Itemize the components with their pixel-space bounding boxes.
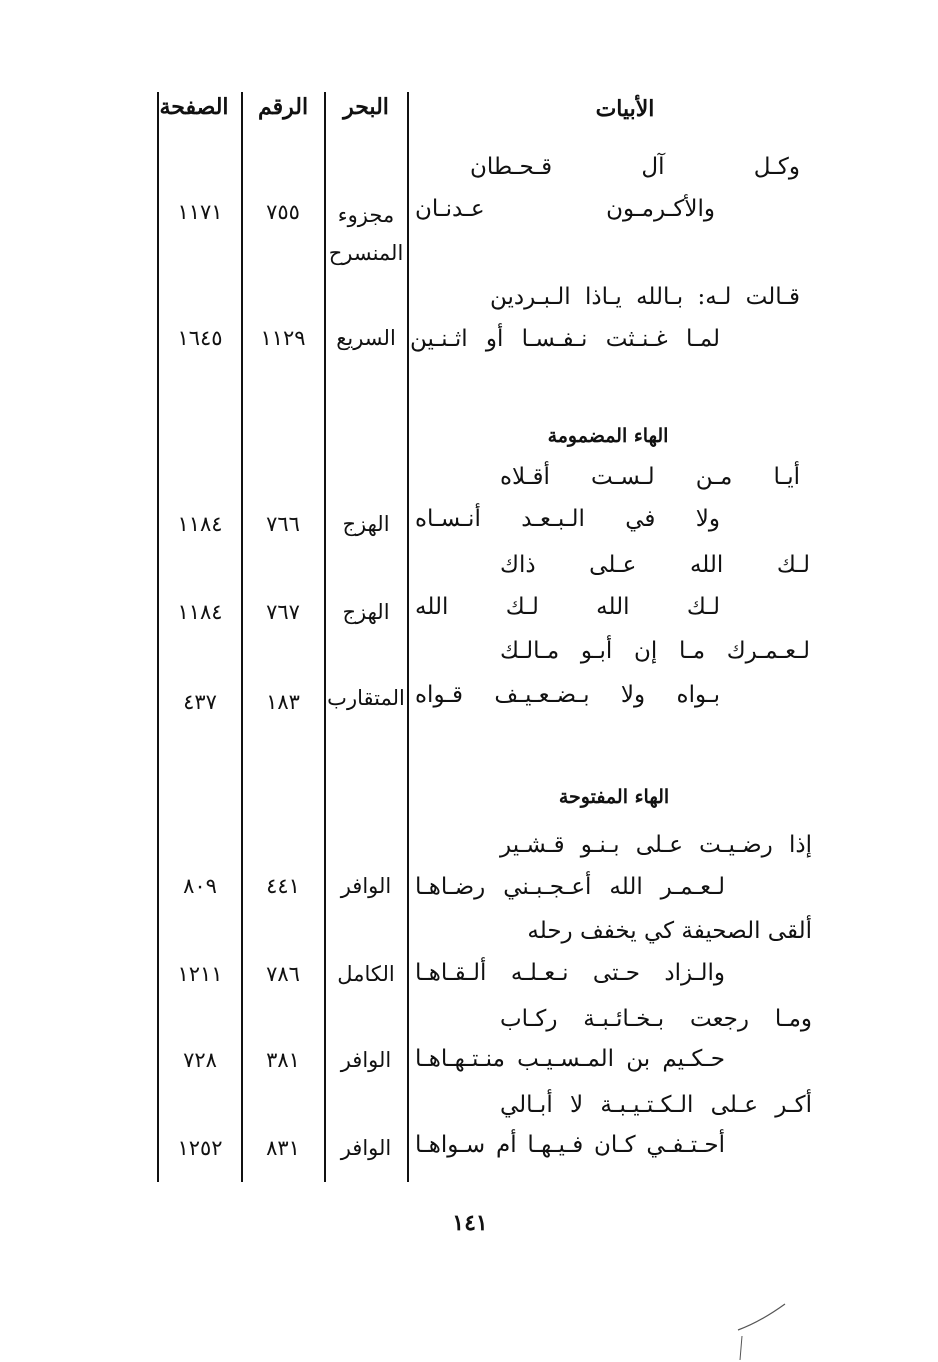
number-cell: ٨٣١ bbox=[266, 1136, 300, 1160]
number-cell: ٤٤١ bbox=[266, 874, 300, 898]
meter-cell: مجزوء المنسرح bbox=[328, 203, 404, 265]
page-cell: ١١٨٤ bbox=[177, 512, 223, 536]
number-cell: ١١٢٩ bbox=[260, 326, 306, 350]
verse-line: قـالت لـه: بـالله يـاذا الـبـردين bbox=[490, 284, 800, 310]
verse-line: أحـتـفـي كـان فـيـهـا أم سـواهـا bbox=[415, 1132, 725, 1158]
verse-line: لمـا غـنـثت نـفـسـا أو اثـنـين bbox=[410, 326, 720, 352]
number-cell: ٧٦٦ bbox=[266, 512, 300, 536]
meter-cell: السريع bbox=[336, 326, 396, 350]
verse-line: والأكـرمـون عـدنـان bbox=[415, 196, 715, 222]
header-page: الصفحة bbox=[159, 94, 229, 120]
verse-line: ولا في الـبـعـد أنـسـاه bbox=[415, 506, 720, 532]
meter-cell: الهزج bbox=[342, 512, 390, 536]
page-cell: ٨٠٩ bbox=[183, 874, 217, 898]
page-cell: ١١٨٤ bbox=[177, 600, 223, 624]
verse-line: وكـل آل قـحـطان bbox=[470, 154, 800, 180]
meter-cell: الوافر bbox=[340, 1136, 392, 1160]
verse-line: أكـر عـلى الـكـتـيـبـة لا أبـالي bbox=[500, 1092, 812, 1118]
verse-line: لـعـمـرك مـا إن أبـو مـالـك bbox=[500, 638, 810, 664]
verse-line: بـواه ولا بـضـعـيـف قـواه bbox=[415, 682, 720, 708]
page-cell: ٧٢٨ bbox=[183, 1048, 217, 1072]
page-cell: ١٦٤٥ bbox=[177, 326, 223, 350]
number-cell: ٧٦٧ bbox=[266, 600, 300, 624]
meter-cell: الوافر bbox=[340, 874, 392, 898]
number-cell: ٣٨١ bbox=[266, 1048, 300, 1072]
verse-line: أيـا مـن لـسـت أقـلاه bbox=[500, 464, 800, 490]
column-rule-meter-verses bbox=[407, 92, 409, 1182]
page-cell: ١٢٥٢ bbox=[177, 1136, 223, 1160]
header-verses: الأبيات bbox=[595, 96, 655, 122]
column-rule-page-number bbox=[241, 92, 243, 1182]
meter-cell: المتقارب bbox=[327, 686, 405, 710]
section-title: الهاء المفتوحة bbox=[558, 786, 670, 808]
page-number: ١٤١ bbox=[452, 1210, 488, 1236]
section-title: الهاء المضمومة bbox=[547, 425, 669, 447]
verse-line: لـك الله لـك الله bbox=[415, 594, 720, 620]
meter-cell: الوافر bbox=[340, 1048, 392, 1072]
header-meter: البحر bbox=[343, 94, 389, 120]
page-cell: ١٢١١ bbox=[177, 962, 223, 986]
verse-line: لـعـمـر الله أعـجـبـني رضـاهـا bbox=[415, 874, 725, 900]
verse-line: ومـا رجعت بـخـائـبـة ركـاب bbox=[500, 1006, 812, 1032]
number-cell: ٧٥٥ bbox=[266, 200, 300, 224]
verse-line: والـزاد حـتى نـعـلـه ألـقـاهـا bbox=[415, 960, 725, 986]
page-cell: ١١٧١ bbox=[177, 200, 223, 224]
verse-line: حـكـيم بن المـسـيـب منـتـهـاهـا bbox=[415, 1046, 725, 1072]
column-rule-left bbox=[157, 92, 159, 1182]
verse-line: ألقى الصحيفة كي يخفف رحله bbox=[527, 918, 812, 944]
verse-line: إذا رضـيـت عـلى بـنـو قـشـير bbox=[500, 832, 812, 858]
scan-mark bbox=[730, 1300, 800, 1362]
meter-cell: الهزج bbox=[342, 600, 390, 624]
meter-cell: الكامل bbox=[337, 962, 395, 986]
number-cell: ١٨٣ bbox=[266, 690, 300, 714]
verse-line: لـك الله عـلى ذاك bbox=[500, 552, 810, 578]
header-number: الرقم bbox=[257, 94, 309, 120]
number-cell: ٧٨٦ bbox=[266, 962, 300, 986]
page-cell: ٤٣٧ bbox=[183, 690, 217, 714]
